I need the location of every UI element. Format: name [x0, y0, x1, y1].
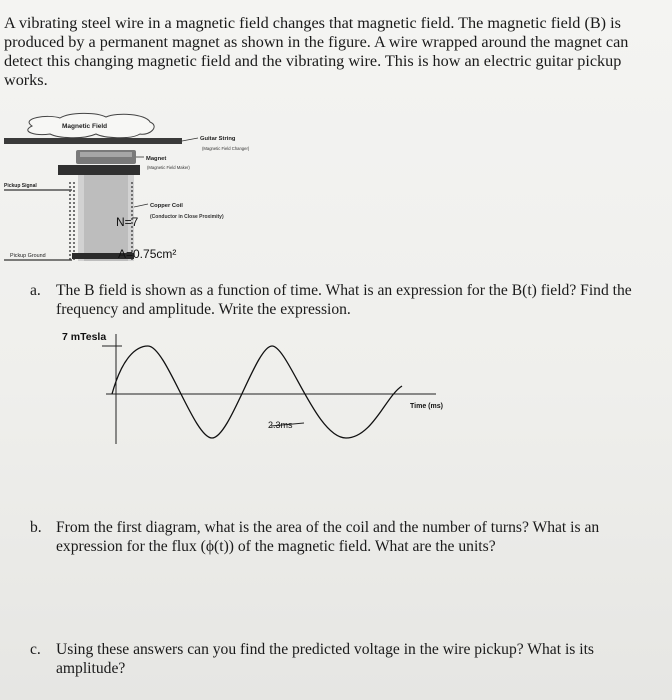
question-a	[30, 281, 660, 319]
question-a-text: The B field is shown as a function of time. What is an expression for the B(t) field? Find the frequency and amplitude. Write the expression.	[56, 282, 632, 318]
magnet-label: Magnet	[146, 156, 167, 162]
time-axis-label: Time (ms)	[410, 403, 443, 410]
question-a-letter: a.	[30, 282, 41, 299]
copper-coil-note: (Conductor in Close Proximity)	[150, 214, 224, 220]
question-b-letter: b.	[30, 519, 42, 536]
period-label: 2.3ms	[268, 420, 293, 430]
pickup-plate	[58, 165, 140, 175]
pickup-signal-label: Pickup Signal	[4, 183, 37, 189]
intro-paragraph: A vibrating steel wire in a magnetic field changes that magnetic field. The magnetic field (B) is produced by a permanent magnet as shown in the figure. A wire wrapped around the magnet can detect this changing magnetic field and the vibrating wire. This is how an electric guitar pickup works.	[4, 14, 629, 89]
guitar-string-label: Guitar String	[200, 136, 236, 142]
copper-coil-label: Copper Coil	[150, 203, 183, 209]
b-field-graph	[56, 326, 476, 446]
magnet-note: (Magnetic Field Maker)	[147, 165, 190, 170]
question-b-text: From the first diagram, what is the area of the coil and the number of turns? What is an expression for the flux (ϕ(t)) of the magnetic field. What are the units?	[56, 519, 600, 555]
question-c-text: Using these answers can you find the predicted voltage in the wire pickup? What is its amplitude?	[56, 641, 594, 677]
question-c	[30, 640, 660, 678]
amplitude-label: 7 mTesla	[62, 331, 107, 343]
turns-label: N=7	[116, 215, 139, 229]
pickup-diagram	[0, 112, 300, 272]
question-c-letter: c.	[30, 641, 41, 658]
guitar-string	[4, 138, 182, 144]
guitar-string-note: (Magnetic Field Changer)	[202, 146, 250, 151]
area-label: A=0.75cm²	[118, 247, 177, 261]
question-b	[30, 518, 660, 556]
magnetic-field-label: Magnetic Field	[62, 123, 108, 130]
sine-wave	[112, 346, 402, 438]
pickup-ground-label: Pickup Ground	[10, 253, 46, 259]
